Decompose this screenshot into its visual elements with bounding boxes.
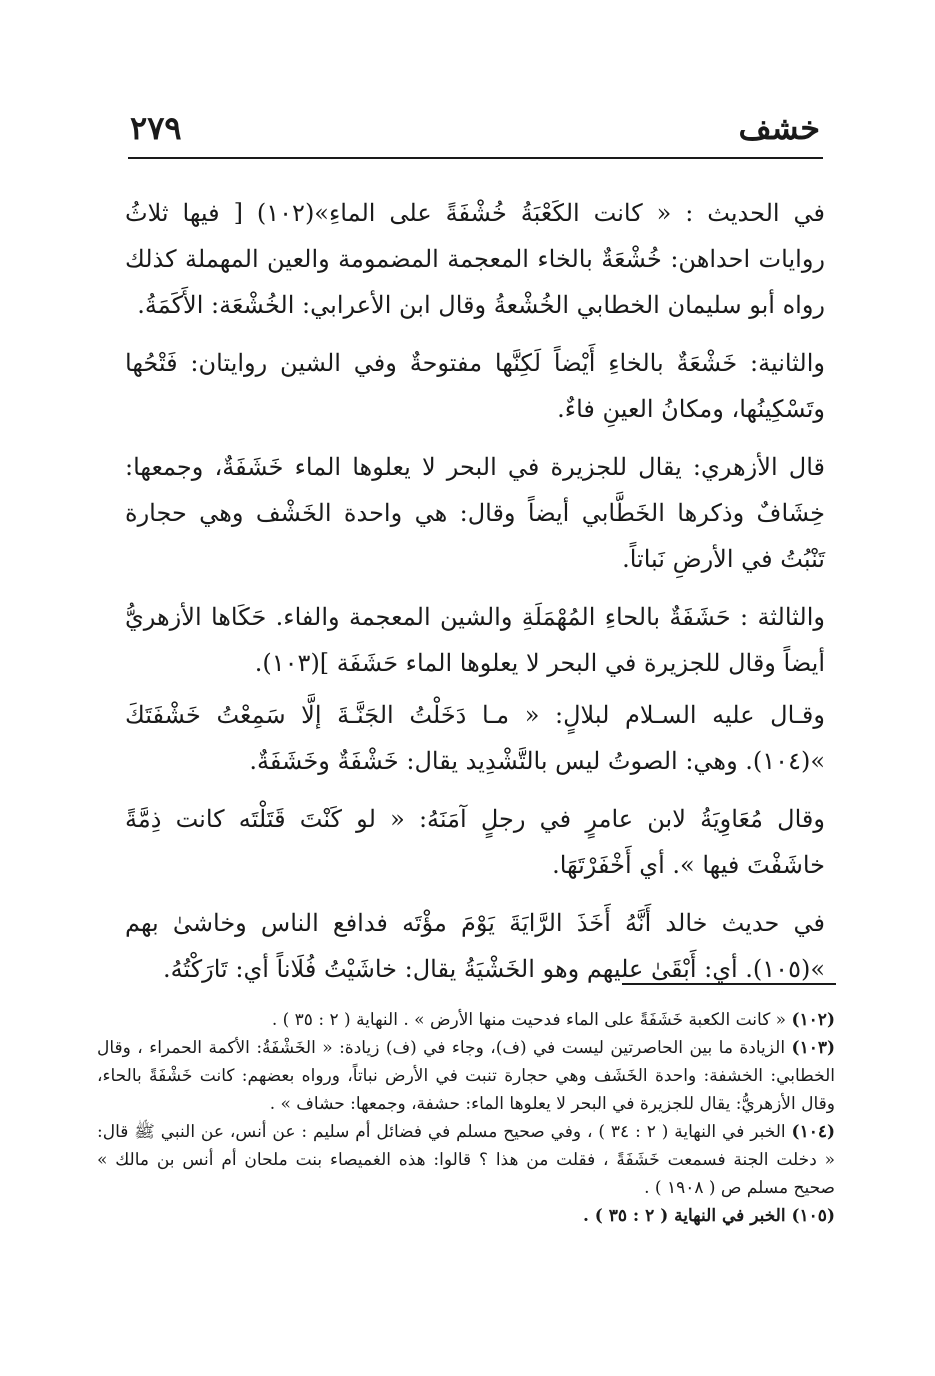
footnote-number: (١٠٥) — [791, 1206, 835, 1226]
paragraph-khalid: في حديث خالد أَنَّهُ أَخَذَ الرَّايَةَ يَوْمَ مؤْتَه فدافع الناس وخاشىٰ بهم »(١٠٥). أي: أَبْقَىٰ عليهم وهو الخَشْيَةُ يقال: خاشَيْتُ فُلَاناً أي: تَارَكْتُهُ. — [125, 909, 825, 983]
paragraph-bilal: وقـال عليه السـلام لبلالٍ: « مـا دَخَلْتُ الجَنَّـةَ إلَّا سَمِعْتُ خَشْفَتَكَ »(١٠٤). وهي: الصوتُ ليس بالتَّشْدِيد يقال: خَشْفَةٌ وخَشَفَةٌ. — [125, 701, 825, 775]
footnotes — [97, 1006, 835, 1230]
footnote-rule — [622, 983, 836, 985]
footnote-105 — [97, 1202, 835, 1230]
footnote-number: (١٠٣) — [791, 1038, 836, 1058]
footnote-text: « كانت الكعبة خَشَفَةً على الماء فدحيت منها الأرض » . النهاية ( ٢ : ٣٥ ) . — [271, 1010, 787, 1030]
footnote-text: الخبر في النهاية ( ٢ : ٣٥ ) . — [582, 1206, 786, 1226]
header-rule — [128, 157, 823, 159]
footnote-104 — [97, 1118, 835, 1202]
paragraph-azhari: قال الأزهري: يقال للجزيرة في البحر لا يعلوها الماء خَشَفَةٌ، وجمعها: خِشَافٌ وذكرها الخَطَّابي أيضاً وقال: هي واحدة الخَشْف وهي حجارة تَنْبُتُ في الأرضِ نَباتاً. — [125, 453, 825, 573]
footnote-number: (١٠٢) — [791, 1010, 835, 1030]
footnote-102 — [97, 1006, 835, 1034]
footnote-text: الخبر في النهاية ( ٢ : ٣٤ ) ، وفي صحيح مسلم في فضائل أم سليم : عن أنس، عن النبي ﷺ قال: « دخلت الجنة فسمعت خَشَفَةً ، فقلت من هذا ؟ قالوا: هذه الغميصاء بنت ملحان أم أنس بن مالك » صحيح مسلم ص ( ١٩٠٨ ) . — [97, 1122, 835, 1198]
paragraph-muawiya: وقال مُعَاوِيَةُ لابن عامرٍ في رجلٍ آمَنَهُ: « لو كَنْتَ قَتَلْتَه كانت ذِمَّةً خاشَفْتَ فيها ». أي أَخْفَرْتَهَا. — [125, 805, 825, 879]
main-text — [125, 190, 825, 1004]
paragraph-third-narration: والثالثة : حَشَفَةٌ بالحاءِ المُهْمَلَةِ والشين المعجمة والفاء. حَكَاها الأزهريُّ أيضاً وقال للجزيرة في البحر لا يعلوها الماء حَشَفَة ](١٠٣). — [125, 603, 825, 677]
entry-word-header: خشف — [738, 109, 820, 147]
paragraph-hadith-kaaba: في الحديث : « كانت الكَعْبَةُ خُشْفَةً على الماءِ»(١٠٢) [ فيها ثلاثُ روايات احداهن: خُشْعَةٌ بالخاء المعجمة المضمومة والعين المهملة كذلك رواه أبو سليمان الخطابي الخُشْعةُ وقال ابن الأعرابي: الخُشْعَة: الأَكَمَةُ. — [125, 199, 826, 319]
paragraph-second-narration: والثانية: خَشْعَةٌ بالخاءِ أَيْضاً لَكِنَّها مفتوحةٌ وفي الشين روايتان: فَتْحُها وتَسْكِينُها، ومكانُ العينِ فاءٌ. — [125, 349, 825, 423]
page-number: ٢٧٩ — [130, 109, 182, 147]
footnote-103 — [97, 1034, 835, 1118]
footnote-number: (١٠٤) — [791, 1122, 836, 1142]
footnote-text: الزيادة ما بين الحاصرتين ليست في (ف)، وجاء في (ف) زيادة: « الخَشْفَةُ: الأكمة الحمراء ، وقال الخطابي: الخشفة: واحدة الخَشَف وهي حجارة تنبت في الأرض نباتاً، ورواه بعضهم: كانت خَشْفَةً بالحاء، وقال الأزهريُّ: يقال للجزيرة في البحر لا يعلوها الماء: حشفة، وجمعها: حشاف » . — [97, 1038, 835, 1114]
